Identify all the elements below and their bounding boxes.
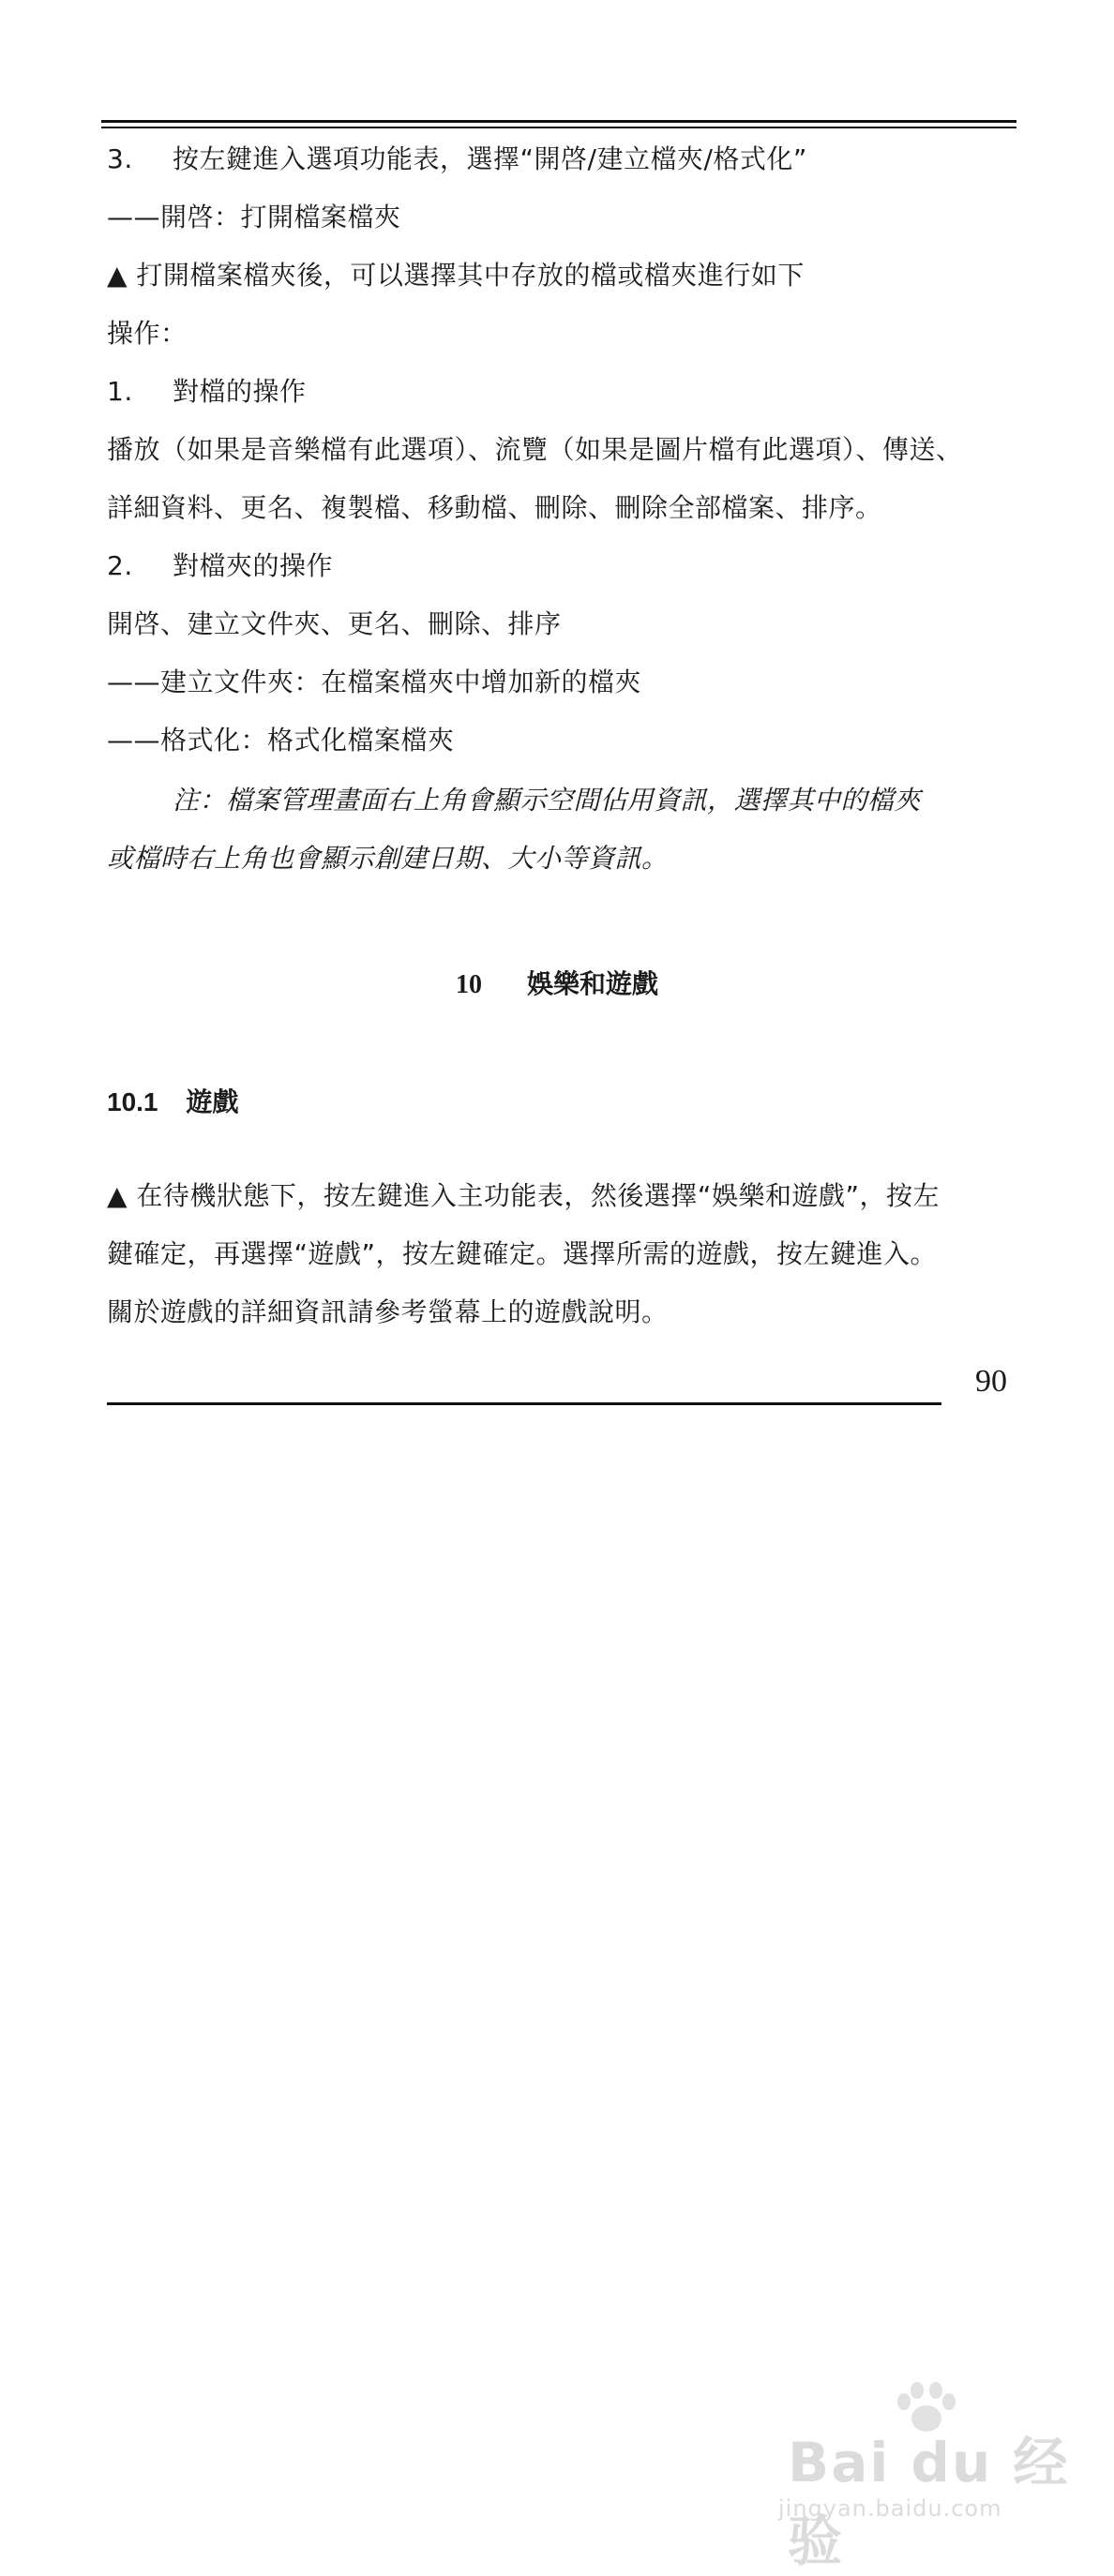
operations-label: 操作： — [107, 318, 188, 349]
list-heading: 對檔的操作 — [173, 376, 307, 407]
chapter-number: 10 — [455, 970, 482, 999]
format-line: ——格式化：格式化檔案檔夾 — [107, 725, 455, 756]
games-line-2: 鍵確定，再選擇“遊戲”，按左鍵確定。選擇所需的遊戲，按左鍵進入。 — [107, 1238, 938, 1269]
chapter-heading — [0, 966, 1114, 1004]
page-number: 90 — [975, 1364, 1007, 1399]
baidu-jingyan-watermark — [778, 2381, 1088, 2573]
note-line-2: 或檔時右上角也會顯示創建日期、大小等資訊。 — [107, 843, 669, 874]
note-line-1: 注：檔案管理畫面右上角會顯示空間佔用資訊，選擇其中的檔夾 — [173, 785, 922, 816]
step-number: 3. — [107, 143, 133, 174]
section-heading — [107, 1084, 239, 1121]
open-folder-line: ——開啓：打開檔案檔夾 — [107, 202, 401, 232]
folder-ops-line: 開啓、建立文件夾、更名、刪除、排序 — [107, 608, 562, 639]
step-text: 按左鍵進入選項功能表，選擇“開啓/建立檔夾/格式化” — [173, 143, 807, 174]
chapter-title: 娛樂和遊戲 — [526, 968, 658, 999]
list-heading: 對檔夾的操作 — [173, 550, 334, 581]
list-number: 2. — [107, 550, 133, 581]
header-rule-thin — [101, 127, 1016, 128]
watermark-url: jingyan.baidu.com — [778, 2495, 1002, 2522]
file-ops-line-2: 詳細資料、更名、複製檔、移動檔、刪除、刪除全部檔案、排序。 — [107, 492, 882, 523]
file-ops-line-1: 播放（如果是音樂檔有此選項）、流覽（如果是圖片檔有此選項）、傳送、 — [107, 434, 963, 465]
list-number: 1. — [107, 376, 133, 407]
file-ops-heading — [107, 373, 307, 411]
footer-rule — [107, 1402, 941, 1405]
after-open-line: ▲ 打開檔案檔夾後，可以選擇其中存放的檔或檔夾進行如下 — [107, 260, 805, 291]
section-number: 10.1 — [107, 1087, 158, 1116]
create-folder-line: ——建立文件夾：在檔案檔夾中增加新的檔夾 — [107, 666, 642, 697]
watermark-brand: Bai du 经验 — [788, 2431, 1070, 2573]
games-line-1: ▲ 在待機狀態下，按左鍵進入主功能表，然後選擇“娛樂和遊戲”，按左 — [107, 1180, 940, 1211]
step-3-line — [107, 141, 807, 178]
header-rule-thick — [101, 120, 1016, 123]
folder-ops-heading — [107, 547, 333, 585]
section-title: 遊戲 — [186, 1086, 239, 1117]
games-line-3: 關於遊戲的詳細資訊請參考螢幕上的遊戲說明。 — [107, 1296, 669, 1327]
